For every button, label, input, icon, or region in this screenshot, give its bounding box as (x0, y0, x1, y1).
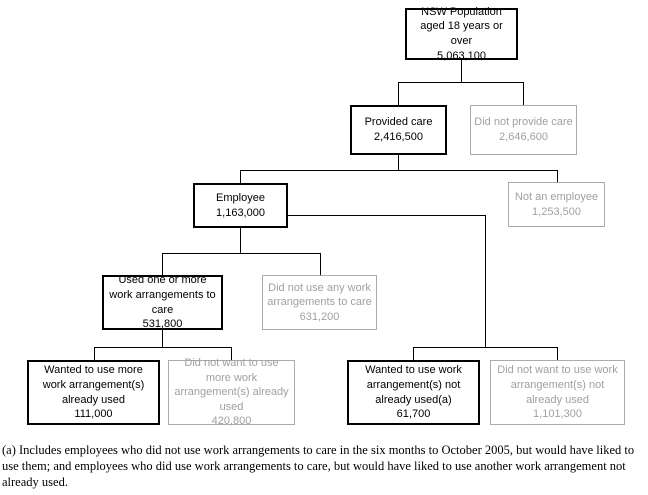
node-did-not-provide-care (470, 105, 577, 155)
connector-line (557, 347, 558, 360)
connector-line (413, 347, 558, 348)
node-wanted-more-arrangements (27, 360, 160, 425)
connector-line (240, 170, 558, 171)
node-not-an-employee (508, 182, 605, 227)
node-value: 2,416,500 (374, 131, 423, 143)
connector-line (240, 228, 241, 253)
node-label: Employee (216, 191, 265, 204)
node-value: 531,800 (142, 318, 183, 331)
node-nsw-population (405, 5, 518, 62)
connector-line (162, 330, 163, 347)
connector-line (398, 155, 399, 170)
node-used-work-arrangements (102, 275, 223, 330)
node-label: Did not provide care (474, 116, 573, 129)
node-label: Did not want to use more work arrangement(s) already used (174, 357, 289, 413)
connector-line (461, 60, 462, 82)
connector-line (240, 170, 241, 183)
node-label: Did not want to use work arrangement(s) not already used (497, 364, 618, 406)
node-did-not-want-more-arrangements (168, 357, 295, 428)
node-label: Used one or more work arrangements to care (109, 274, 216, 316)
connector-line (162, 253, 163, 275)
node-value: 1,101,300 (533, 408, 582, 421)
node-label: Wanted to use work arrangement(s) not already used(a) (365, 364, 462, 406)
connector-line (557, 170, 558, 182)
connector-line (523, 82, 524, 105)
node-label: Wanted to use more work arrangement(s) already used (42, 364, 145, 406)
node-value: 111,000 (74, 408, 113, 421)
node-did-not-use-work-arrangements (262, 275, 377, 330)
connector-line (94, 347, 232, 348)
node-value: 420,800 (211, 415, 252, 428)
node-label: Not an employee (514, 190, 599, 203)
node-label: Provided care (364, 116, 433, 129)
node-value: 1,163,000 (216, 206, 265, 219)
connector-line (162, 253, 321, 254)
node-value: 1,253,500 (532, 205, 581, 218)
connector-line (398, 82, 524, 83)
footnote-text: (a) Includes employees who did not use work arrangements to care in the six months to October 2005, but would have liked to use them; and employees who did use work arrangements to care, but would have liked to use another work arrangement not already used. (2, 443, 635, 489)
node-value: 631,200 (299, 310, 340, 323)
connector-line (320, 253, 321, 275)
connector-line (398, 82, 399, 105)
node-value: 5,063,100 (437, 49, 486, 62)
connector-line (94, 347, 95, 360)
node-employee (193, 183, 288, 228)
connector-line (485, 215, 486, 347)
connector-line (413, 347, 414, 360)
node-provided-care (350, 105, 447, 155)
node-wanted-new-arrangements (347, 360, 480, 425)
connector-line (288, 215, 486, 216)
node-label: Did not use any work arrangements to care (267, 281, 372, 309)
node-value: 61,700 (396, 408, 431, 421)
node-label: NSW Population aged 18 years or over (420, 5, 503, 47)
node-value: 2,646,600 (499, 131, 548, 143)
node-did-not-want-new-arrangements (490, 360, 625, 425)
